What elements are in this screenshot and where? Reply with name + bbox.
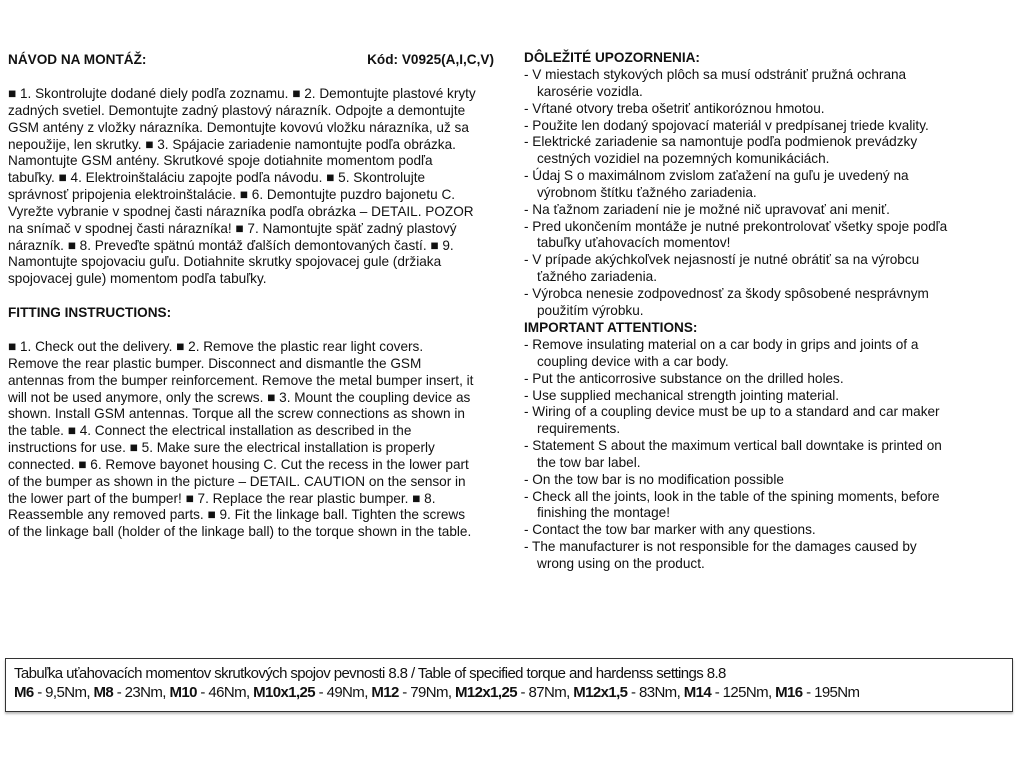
text-line: na snímač v spodnej časti nárazníka! ■ 7. Namontujte späť zadný plastový: [8, 220, 457, 236]
warning-line: použitím výrobku.: [537, 302, 644, 318]
title-sk: NÁVOD NA MONTÁŽ:: [8, 52, 147, 67]
warnings-en: [524, 337, 942, 573]
torque-value: - 9,5Nm: [33, 684, 87, 701]
warning-line: - V prípade akýchkoľvek nejasností je nutné obrátiť sa na výrobcu: [524, 252, 920, 268]
warning-line: cestných vozidiel na pozemných komunikáciách.: [537, 151, 830, 167]
warning-line: - Na ťažnom zariadení nie je možné nič upravovať ani meniť.: [524, 201, 890, 217]
text-line: antennas from the bumper reinforcement. Remove the metal bumper insert, it: [8, 372, 474, 388]
warning-line: ťažného zariadenia.: [537, 269, 657, 285]
warning-line: finishing the montage!: [537, 505, 671, 521]
warnings-sk: [524, 67, 947, 320]
bolt-size: M12x1,25: [455, 684, 517, 701]
bolt-size: M14: [683, 684, 712, 701]
warning-line: - Statement S about the maximum vertical ball downtake is printed on: [524, 438, 942, 454]
text-line: of the linkage ball (holder of the linkage ball) to the torque shown in the table.: [8, 524, 472, 540]
text-line: instructions for use. ■ 5. Make sure the electrical installation is properly: [8, 440, 435, 456]
text-line: Namontujte GSM antény. Skrutkové spoje dotiahnite momentom podľa: [8, 153, 433, 169]
warning-line: - Vŕtané otvory treba ošetriť antikoróznou hmotou.: [524, 100, 825, 116]
warning-line: - Údaj S o maximálnom zvislom zaťažení na guľu je uvedený na: [524, 168, 909, 184]
torque-value: - 87Nm: [516, 684, 567, 701]
text-line: spojovacej gule) momentom podľa tabuľky.: [8, 271, 267, 287]
text-line: Remove the rear plastic bumper. Disconnect and dismantle the GSM: [8, 355, 422, 371]
text-line: connected. ■ 6. Remove bayonet housing C. Cut the recess in the lower part: [8, 456, 469, 472]
warning-line: - The manufacturer is not responsible for the damages caused by: [524, 539, 917, 555]
text-line: Namontujte spojovaciu guľu. Dotiahnite skrutky spojovacej gule (držiaka: [8, 254, 442, 270]
text-line: Vyrežte vybranie v spodnej časti nárazníka podľa obrázka – DETAIL. POZOR: [8, 203, 474, 219]
warning-line: wrong using on the product.: [537, 555, 705, 571]
text-line: the table. ■ 4. Connect the electrical installation as described in the: [8, 423, 412, 439]
torque-value: - 125Nm: [711, 684, 769, 701]
warning-line: - Pred ukončením montáže je nutné prekontrolovať všetky spoje podľa: [524, 218, 948, 234]
text-line: Reassemble any removed parts. ■ 9. Fit the linkage ball. Tighten the screws: [8, 507, 466, 523]
instructions-sk: [8, 86, 476, 288]
text-line: zadných svetiel. Demontujte zadný plastový nárazník. Odpojte a demontujte: [8, 102, 466, 118]
warning-line: the tow bar label.: [537, 454, 641, 470]
torque-table-box: [5, 658, 1013, 712]
warnings-title-en: IMPORTANT ATTENTIONS:: [524, 320, 698, 335]
warning-line: - Elektrické zariadenie sa namontuje podľa podmienok prevádzky: [524, 134, 918, 150]
bolt-size: M10x1,25: [253, 684, 316, 701]
text-line: tabuľky. ■ 4. Elektroinštaláciu zapojte podľa návodu. ■ 5. Skontrolujte: [8, 170, 426, 186]
text-line: will not be used anymore, only the screws. ■ 3. Mount the coupling device as: [8, 389, 471, 405]
torque-value: - 49Nm: [315, 684, 365, 701]
bolt-size: M6: [14, 684, 34, 701]
product-code: Kód: V0925(A,I,C,V): [367, 52, 494, 67]
text-line: the lower part of the bumper! ■ 7. Replace the rear plastic bumper. ■ 8.: [8, 490, 436, 506]
warning-line: karosérie vozidla.: [537, 83, 643, 99]
torque-value: - 195Nm: [802, 684, 860, 701]
bolt-size: M16: [775, 684, 803, 701]
text-line: správnosť pripojenia elektroinštalácie. ■ 6. Demontujte puzdro bajonetu C.: [8, 187, 456, 203]
title-en: FITTING INSTRUCTIONS:: [8, 305, 172, 320]
warning-line: tabuľky uťahovacích momentov!: [537, 235, 731, 251]
text-line: shown. Install GSM antennas. Torque all the screw connections as shown in: [8, 406, 465, 422]
warning-line: - Remove insulating material on a car body in grips and joints of a: [524, 337, 919, 352]
warning-line: - Wiring of a coupling device must be up to a standard and car maker: [524, 404, 940, 420]
warning-line: výrobnom štítku ťažného zariadenia.: [537, 184, 757, 200]
warning-line: - Put the anticorrosive substance on the drilled holes.: [524, 370, 844, 386]
warning-line: - Použite len dodaný spojovací materiál v predpísanej triede kvality.: [524, 117, 929, 133]
instructions-en: [8, 339, 473, 541]
bolt-size: M12x1,5: [573, 684, 628, 701]
torque-value: - 79Nm: [398, 684, 448, 701]
torque-value: - 83Nm: [627, 684, 677, 701]
warning-line: requirements.: [537, 421, 621, 437]
torque-value: - 46Nm: [196, 684, 246, 701]
torque-values: M6 - 9,5Nm, M8 - 23Nm, M10 - 46Nm, M10x1,25 - 49Nm, M12 - 79Nm, M12x1,25 - 87Nm, M12x1,5 - 83Nm, M14 - 125Nm, M16 - 195Nm: [14, 684, 860, 701]
warning-line: - Contact the tow bar marker with any questions.: [524, 522, 816, 538]
text-line: of the bumper as shown in the picture – DETAIL. CAUTION on the sensor in: [8, 473, 466, 489]
warning-line: - Výrobca nenesie zodpovednosť za škody spôsobené nesprávnym: [524, 285, 929, 301]
text-line: nárazník. ■ 8. Preveďte spätnú montáž ďalších demontovaných častí. ■ 9.: [8, 237, 454, 253]
text-line: nepoužije, len skrutky. ■ 3. Spájacie zariadenie namontujte podľa obrázka.: [8, 136, 456, 152]
text-line: ■ 1. Skontrolujte dodané diely podľa zoznamu. ■ 2. Demontujte plastové kryty: [8, 86, 476, 101]
bolt-size: M12: [371, 684, 399, 701]
warning-line: - Use supplied mechanical strength jointing material.: [524, 387, 840, 403]
warnings-title-sk: DÔLEŽITÉ UPOZORNENIA:: [524, 50, 700, 65]
torque-value: - 23Nm: [113, 684, 163, 701]
warning-line: - Check all the joints, look in the table of the spining moments, before: [524, 488, 940, 504]
warning-line: coupling device with a car body.: [537, 353, 729, 369]
warning-line: - V miestach stykových plôch sa musí odstrániť pružná ochrana: [524, 67, 907, 82]
warning-line: - On the tow bar is no modification possible: [524, 471, 784, 487]
text-line: ■ 1. Check out the delivery. ■ 2. Remove the plastic rear light covers.: [8, 339, 424, 354]
bolt-size: M8: [93, 684, 114, 701]
bolt-size: M10: [169, 684, 197, 701]
text-line: GSM antény z vložky nárazníka. Demontujte kovovú vložku nárazníka, už sa: [8, 119, 469, 135]
torque-table-title: Tabuľka uťahovacích momentov skrutkových spojov pevnosti 8.8 / Table of specified torque and hardenss settings 8.8: [14, 665, 726, 682]
header-row: [8, 52, 494, 67]
